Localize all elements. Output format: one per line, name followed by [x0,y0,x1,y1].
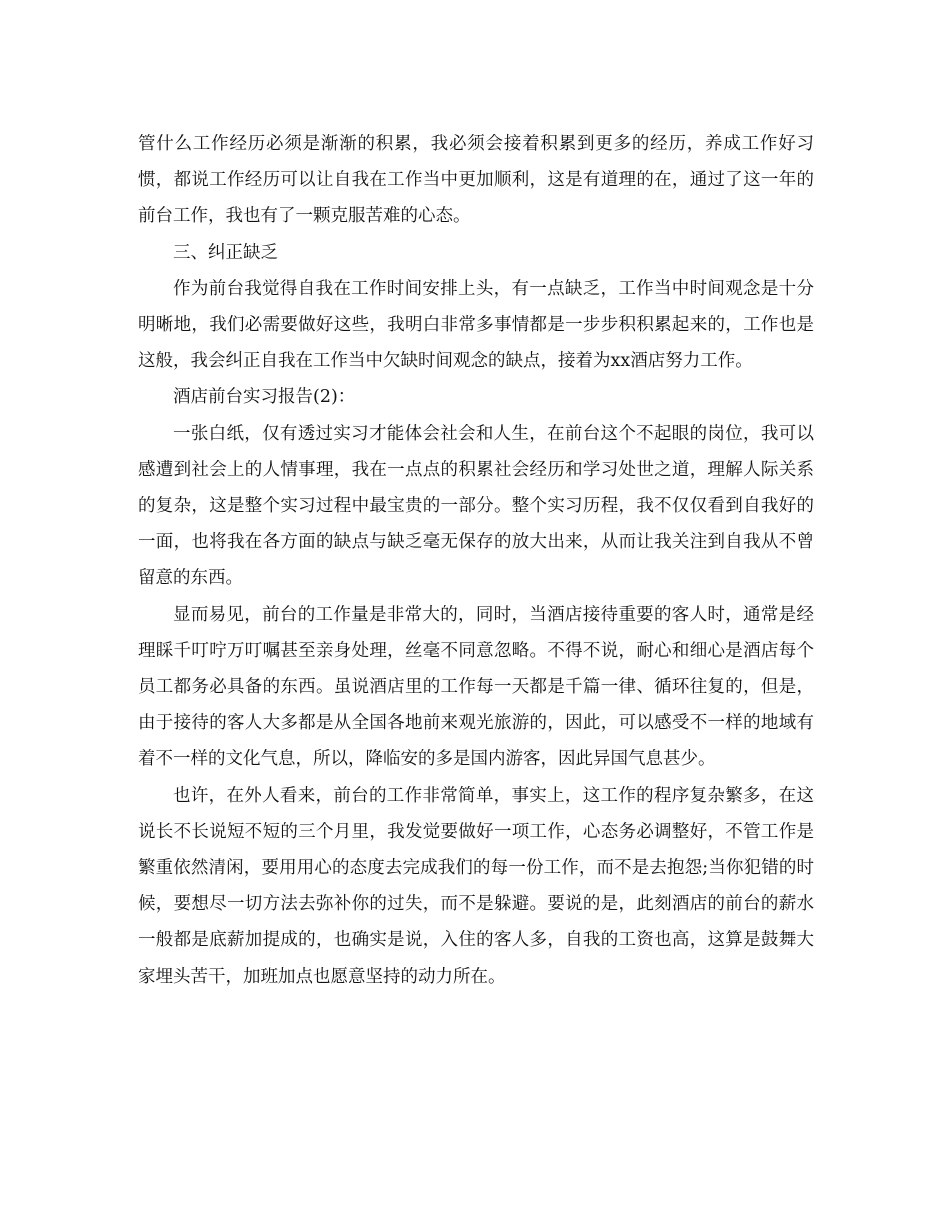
paragraph-continuation: 管什么工作经历必须是渐渐的积累，我必须会接着积累到更多的经历，养成工作好习惯，都说工作经历可以让自我在工作当中更加顺利，这是有道理的在，通过了这一年的前台工作，我也有了一颗克服苦难的心态。 [138,134,814,227]
paragraph: 显而易见，前台的工作量是非常大的，同时，当酒店接待重要的客人时，通常是经理睬千叮咛万叮嘱甚至亲身处理，丝毫不同意忽略。不得不说，耐心和细心是酒店每个员工都务必具备的东西。虽说酒店里的工作每一天都是千篇一律、循环往复的，但是，由于接待的客人大多都是从全国各地前来观光旅游的，因此，可以感受不一样的地域有着不一样的文化气息，所以，降临安的多是国内游客，因此异国气息甚少。 [138,604,814,770]
paragraph: 一张白纸，仅有透过实习才能体会社会和人生，在前台这个不起眼的岗位，我可以感遭到社会上的人情事理，我在一点点的积累社会经历和学习处世之道，理解人际关系的复杂，这是整个实习过程中最宝贵的一部分。整个实习历程，我不仅仅看到自我好的一面，也将我在各方面的缺点与缺乏毫无保存的放大出来，从而让我关注到自我从不曾留意的东西。 [138,423,814,589]
report-title-2: 酒店前台实习报告(2)： [173,387,356,408]
paragraph: 作为前台我觉得自我在工作时间安排上头，有一点缺乏，工作当中时间观念是十分明晰地，我们必需要做好这些，我明白非常多事情都是一步步积积累起来的，工作也是这般，我会纠正自我在工作当中欠缺时间观念的缺点，接着为xx酒店努力工作。 [138,278,814,372]
section-heading-correct-shortcomings: 三、纠正缺乏 [173,242,278,263]
paragraph: 也许，在外人看来，前台的工作非常简单，事实上，这工作的程序复杂繁多，在这说长不长说短不短的三个月里，我发觉要做好一项工作，心态务必调整好，不管工作是繁重依然清闲，要用用心的态度去完成我们的每一份工作，而不是去抱怨;当你犯错的时候，要想尽一切方法去弥补你的过失，而不是躲避。要说的是，此刻酒店的前台的薪水一般都是底薪加提成的，也确实是说，入住的客人多，自我的工资也高，这算是鼓舞大家埋头苦干，加班加点也愿意坚持的动力所在。 [138,785,814,987]
document-body [138,126,814,995]
